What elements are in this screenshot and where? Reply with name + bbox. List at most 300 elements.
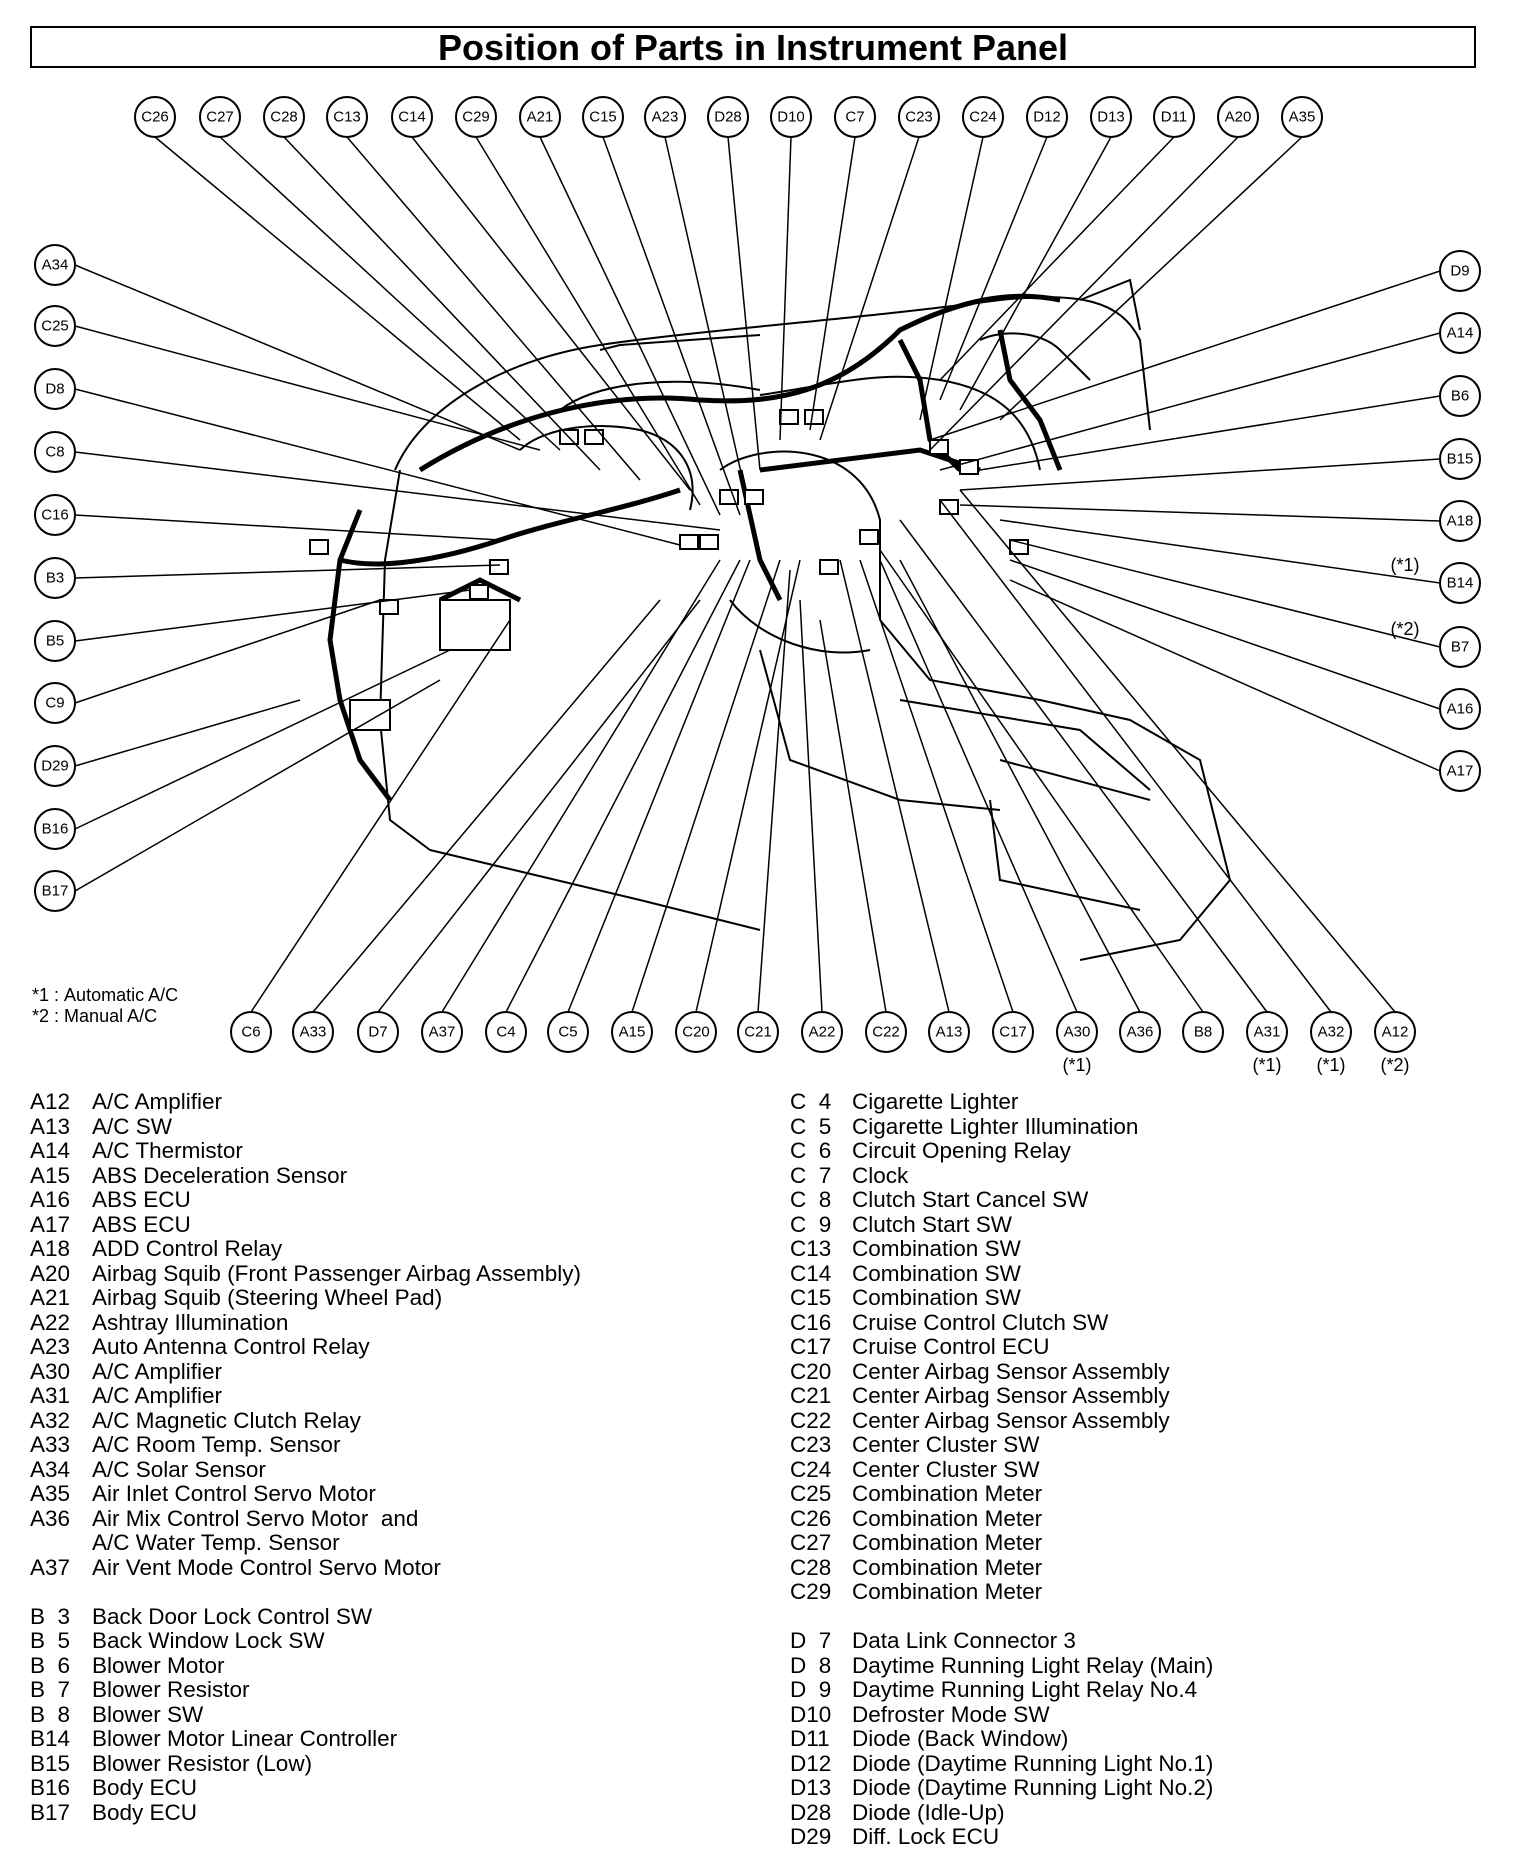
- callout-b8: [1183, 1012, 1223, 1052]
- legend-item: [30, 1164, 581, 1189]
- callout-label: D29: [41, 757, 69, 775]
- callout-label: A12: [1381, 1023, 1409, 1041]
- legend-code: A33: [30, 1432, 71, 1457]
- legend-code: B 6: [30, 1652, 71, 1678]
- asterisk-tag-a30: (*1): [1062, 1055, 1092, 1075]
- callout-label: B7: [1450, 638, 1470, 656]
- legend-name: Blower Resistor: [92, 1677, 250, 1702]
- legend-item: [790, 1556, 1213, 1581]
- callout-label: A35: [1288, 108, 1316, 126]
- callout-label: A14: [1446, 324, 1474, 342]
- legend-name: Blower Motor: [92, 1652, 225, 1678]
- legend-item: [30, 1531, 581, 1556]
- callout-a20: [1218, 97, 1258, 137]
- callout-c7: [835, 97, 875, 137]
- legend-code: C27: [790, 1530, 832, 1555]
- callout-d28: [708, 97, 748, 137]
- callout-label: C7: [845, 108, 865, 126]
- page-title: Position of Parts in Instrument Panel: [30, 26, 1476, 68]
- callout-label: C6: [241, 1023, 261, 1041]
- leader-line: [476, 137, 700, 505]
- callout-label: B5: [45, 632, 65, 650]
- legend-code: C25: [790, 1481, 832, 1506]
- legend-code: C23: [790, 1432, 832, 1457]
- legend-name: Combination Meter: [852, 1505, 1043, 1531]
- legend-code: A15: [30, 1162, 71, 1188]
- legend-name: A/C Amplifier: [92, 1383, 223, 1408]
- legend-item: [790, 1139, 1213, 1164]
- legend-code: C 8: [790, 1187, 832, 1212]
- callout-label: C27: [206, 108, 234, 126]
- callout-label: A34: [41, 256, 69, 274]
- callout-c28: [264, 97, 304, 137]
- legend-code: C29: [790, 1579, 832, 1604]
- legend-code: A20: [30, 1260, 71, 1286]
- callout-c17: [993, 1012, 1033, 1052]
- leader-line: [506, 560, 740, 1012]
- legend-name: Diode (Daytime Running Light No.1): [852, 1750, 1214, 1776]
- callout-c5: [548, 1012, 588, 1052]
- legend-code: A37: [30, 1554, 71, 1580]
- callout-label: C29: [462, 108, 490, 126]
- callout-label: A18: [1446, 512, 1474, 530]
- legend-item: [790, 1801, 1213, 1826]
- callout-bubbles: [35, 97, 1480, 1052]
- legend-item: [790, 1262, 1213, 1287]
- callout-a33: [293, 1012, 333, 1052]
- callout-label: C23: [905, 108, 933, 126]
- leader-line: [313, 600, 660, 1012]
- callout-d11: [1154, 97, 1194, 137]
- legend-item: [790, 1580, 1213, 1605]
- callout-label: C13: [333, 108, 361, 126]
- legend-item: [790, 1164, 1213, 1189]
- legend-name: A/C SW: [92, 1113, 173, 1139]
- leader-line: [880, 560, 1077, 1012]
- callout-c22: [866, 1012, 906, 1052]
- legend-code: B 8: [30, 1701, 71, 1727]
- callout-label: B3: [45, 569, 65, 587]
- callout-label: C4: [496, 1023, 516, 1041]
- leader-line: [728, 137, 760, 470]
- callout-c21: [738, 1012, 778, 1052]
- legend-name: Blower Resistor (Low): [92, 1750, 313, 1776]
- legend-code: A23: [30, 1334, 71, 1359]
- legend-code: C26: [790, 1505, 832, 1531]
- legend-item: [790, 1752, 1213, 1777]
- leader-line: [920, 137, 983, 420]
- callout-a31: [1247, 1012, 1287, 1052]
- leader-line: [820, 137, 919, 440]
- callout-d12: [1027, 97, 1067, 137]
- leader-lines: [75, 137, 1440, 1012]
- legend-item: [790, 1335, 1213, 1360]
- callout-d7: [358, 1012, 398, 1052]
- legend-code: B16: [30, 1775, 71, 1800]
- callout-label: C9: [45, 694, 65, 712]
- legend-name: Center Cluster SW: [852, 1456, 1040, 1482]
- asterisk-tag-a12: (*2): [1380, 1055, 1410, 1075]
- legend-item: [790, 1213, 1213, 1238]
- leader-line: [810, 137, 855, 430]
- legend-item: [30, 1605, 581, 1630]
- leader-line: [412, 137, 690, 490]
- leader-line: [1000, 520, 1440, 583]
- callout-a32: [1311, 1012, 1351, 1052]
- callout-c13: [327, 97, 367, 137]
- callout-label: B16: [41, 820, 69, 838]
- legend-code: D10: [790, 1701, 832, 1727]
- callout-c16: [35, 495, 75, 535]
- callout-label: C16: [41, 506, 69, 524]
- legend-name: Airbag Squib (Front Passenger Airbag Assembly): [92, 1260, 581, 1286]
- legend-code: D11: [790, 1726, 830, 1751]
- footnote: *2 : Manual A/C: [32, 1006, 158, 1026]
- legend-code: D 7: [790, 1628, 832, 1653]
- leader-line: [75, 326, 540, 450]
- callout-a37: [422, 1012, 462, 1052]
- legend-name: Air Mix Control Servo Motor and: [92, 1505, 419, 1531]
- callout-label: C21: [744, 1023, 772, 1041]
- leader-line: [75, 700, 300, 766]
- callout-label: C25: [41, 317, 69, 335]
- legend-code: B 3: [30, 1603, 71, 1629]
- callout-b17: [35, 871, 75, 911]
- legend-name: Body ECU: [92, 1799, 198, 1825]
- legend-code: C15: [790, 1285, 832, 1310]
- callout-c6: [231, 1012, 271, 1052]
- legend-item: [30, 1139, 581, 1164]
- legend-code: C20: [790, 1358, 832, 1384]
- legend-item: [790, 1703, 1213, 1728]
- legend-item: [30, 1409, 581, 1434]
- legend-item: [30, 1213, 581, 1238]
- callout-a21: [520, 97, 560, 137]
- legend-item: [790, 1727, 1213, 1752]
- legend-name: Cigarette Lighter Illumination: [852, 1113, 1139, 1139]
- legend-gap: [790, 1605, 1213, 1630]
- legend-code: C 9: [790, 1211, 832, 1237]
- callout-label: B17: [41, 882, 69, 900]
- callout-c26: [135, 97, 175, 137]
- leader-line: [1010, 560, 1440, 709]
- legend-code: A12: [30, 1089, 71, 1114]
- callout-label: B6: [1450, 387, 1470, 405]
- legend-code: A18: [30, 1236, 71, 1261]
- legend-code: B 5: [30, 1628, 71, 1653]
- leader-line: [155, 137, 520, 440]
- callout-label: A22: [808, 1023, 836, 1041]
- legend-code: A35: [30, 1481, 71, 1506]
- legend-name: Back Window Lock SW: [92, 1628, 325, 1653]
- legend-name: A/C Amplifier: [92, 1358, 223, 1384]
- leader-line: [75, 650, 450, 829]
- legend-code: A30: [30, 1358, 71, 1384]
- callout-c4: [486, 1012, 526, 1052]
- leader-line: [632, 560, 780, 1012]
- callout-a13: [929, 1012, 969, 1052]
- legend-name: A/C Water Temp. Sensor: [92, 1530, 340, 1555]
- leader-line: [75, 389, 680, 545]
- leader-line: [960, 137, 1111, 410]
- callout-label: A31: [1253, 1023, 1281, 1041]
- callout-label: D28: [714, 108, 742, 126]
- legend-name: Center Airbag Sensor Assembly: [852, 1358, 1170, 1384]
- leader-line: [960, 490, 1395, 1012]
- legend-item: [790, 1188, 1213, 1213]
- legend-code: A22: [30, 1309, 71, 1335]
- callout-a22: [802, 1012, 842, 1052]
- legend-item: [30, 1752, 581, 1777]
- asterisk-tag-b7: (*2): [1390, 619, 1420, 639]
- legend-left-column: [30, 1090, 581, 1825]
- callout-c29: [456, 97, 496, 137]
- legend-code: C21: [790, 1383, 832, 1408]
- legend-code: C13: [790, 1236, 832, 1261]
- legend-code: D 9: [790, 1677, 832, 1702]
- connector-marks: [310, 410, 1028, 730]
- legend-code: C 5: [790, 1113, 832, 1139]
- leader-line: [1000, 137, 1302, 420]
- legend-code: D28: [790, 1799, 832, 1825]
- leader-line: [940, 500, 1331, 1012]
- leader-line: [980, 396, 1440, 470]
- legend-name: Data Link Connector 3: [852, 1628, 1076, 1653]
- callout-a14: [1440, 313, 1480, 353]
- legend-item: [30, 1311, 581, 1336]
- legend-item: [790, 1776, 1213, 1801]
- callout-label: C15: [589, 108, 617, 126]
- asterisk-tags: [1062, 555, 1419, 1075]
- callout-c27: [200, 97, 240, 137]
- callout-a30: [1057, 1012, 1097, 1052]
- legend-item: [790, 1458, 1213, 1483]
- leader-line: [960, 505, 1440, 521]
- legend-item: [790, 1384, 1213, 1409]
- legend-name: Blower SW: [92, 1701, 204, 1727]
- legend-code: B15: [30, 1750, 71, 1776]
- callout-d10: [771, 97, 811, 137]
- leader-line: [930, 137, 1238, 450]
- callout-a34: [35, 245, 75, 285]
- callout-b5: [35, 621, 75, 661]
- legend-name: Center Airbag Sensor Assembly: [852, 1383, 1170, 1408]
- legend-item: [790, 1433, 1213, 1458]
- legend-item: [30, 1727, 581, 1752]
- legend-item: [30, 1433, 581, 1458]
- legend-name: ABS Deceleration Sensor: [92, 1162, 348, 1188]
- legend-name: Diode (Back Window): [852, 1726, 1069, 1751]
- leader-line: [347, 137, 640, 480]
- legend-name: Clutch Start SW: [852, 1211, 1013, 1237]
- legend-item: [30, 1654, 581, 1679]
- leader-line: [820, 620, 886, 1012]
- legend-item: [790, 1507, 1213, 1532]
- callout-c20: [676, 1012, 716, 1052]
- callout-a23: [645, 97, 685, 137]
- legend-item: [30, 1237, 581, 1262]
- legend-name: ADD Control Relay: [92, 1236, 283, 1261]
- leader-line: [75, 565, 500, 578]
- legend-name: Cigarette Lighter: [852, 1089, 1019, 1114]
- leader-line: [284, 137, 600, 470]
- callout-c15: [583, 97, 623, 137]
- legend-code: A14: [30, 1138, 71, 1163]
- legend-code: A31: [30, 1383, 71, 1408]
- leader-line: [696, 560, 800, 1012]
- callout-c9: [35, 683, 75, 723]
- callout-label: A13: [935, 1023, 963, 1041]
- legend-code: B14: [30, 1726, 71, 1751]
- legend-item: [30, 1629, 581, 1654]
- legend-item: [30, 1678, 581, 1703]
- asterisk-tag-a32: (*1): [1316, 1055, 1346, 1075]
- legend-code: C14: [790, 1260, 832, 1286]
- callout-label: C24: [969, 108, 997, 126]
- callout-label: C20: [682, 1023, 710, 1041]
- legend-item: [790, 1629, 1213, 1654]
- legend-name: Auto Antenna Control Relay: [92, 1334, 370, 1359]
- callout-b14: [1440, 563, 1480, 603]
- callout-label: D12: [1033, 108, 1061, 126]
- legend-name: A/C Solar Sensor: [92, 1456, 266, 1482]
- legend-item: [790, 1654, 1213, 1679]
- leader-line: [840, 560, 949, 1012]
- legend-name: Airbag Squib (Steering Wheel Pad): [92, 1285, 443, 1310]
- legend-code: C 7: [790, 1162, 832, 1188]
- callout-label: D13: [1097, 108, 1125, 126]
- legend-code: A17: [30, 1211, 71, 1237]
- legend-name: Center Airbag Sensor Assembly: [852, 1407, 1170, 1433]
- legend-name: ABS ECU: [92, 1187, 191, 1212]
- callout-label: D7: [368, 1023, 388, 1041]
- leader-line: [540, 137, 720, 515]
- legend-code: D 8: [790, 1652, 832, 1678]
- callout-c14: [392, 97, 432, 137]
- callout-a18: [1440, 501, 1480, 541]
- callout-label: A37: [428, 1023, 456, 1041]
- legend-name: Clutch Start Cancel SW: [852, 1187, 1089, 1212]
- leader-line: [220, 137, 560, 450]
- callout-b16: [35, 809, 75, 849]
- legend-name: ABS ECU: [92, 1211, 191, 1237]
- callout-label: A15: [618, 1023, 646, 1041]
- callout-a12: [1375, 1012, 1415, 1052]
- legend-name: Blower Motor Linear Controller: [92, 1726, 398, 1751]
- legend-item: [30, 1384, 581, 1409]
- legend-code: A13: [30, 1113, 71, 1139]
- callout-label: D8: [45, 380, 65, 398]
- legend-item: [30, 1115, 581, 1140]
- callout-label: A33: [299, 1023, 327, 1041]
- legend-item: [790, 1090, 1213, 1115]
- legend-name: Combination SW: [852, 1236, 1021, 1261]
- legend-code: D12: [790, 1750, 832, 1776]
- legend-name: Daytime Running Light Relay (Main): [852, 1652, 1214, 1678]
- legend-item: [790, 1482, 1213, 1507]
- callout-b6: [1440, 376, 1480, 416]
- callout-c24: [963, 97, 1003, 137]
- callout-label: A17: [1446, 762, 1474, 780]
- leader-line: [940, 137, 1047, 400]
- legend-code: C28: [790, 1554, 832, 1580]
- legend-name: Ashtray Illumination: [92, 1309, 289, 1335]
- footnote: *1 : Automatic A/C: [32, 985, 179, 1005]
- legend-code: D29: [790, 1824, 832, 1849]
- asterisk-tag-a31: (*1): [1252, 1055, 1282, 1075]
- leader-line: [75, 515, 500, 540]
- callout-d8: [35, 369, 75, 409]
- callout-d9: [1440, 251, 1480, 291]
- legend-name: Cruise Control Clutch SW: [852, 1309, 1109, 1335]
- legend-code: C 4: [790, 1089, 832, 1114]
- legend-name: Defroster Mode SW: [852, 1701, 1050, 1727]
- legend-item: [790, 1678, 1213, 1703]
- legend-code: B17: [30, 1799, 71, 1825]
- legend-item: [790, 1115, 1213, 1140]
- legend-name: Combination Meter: [852, 1481, 1043, 1506]
- callout-c23: [899, 97, 939, 137]
- legend-code: A34: [30, 1456, 71, 1482]
- legend-code: A21: [30, 1285, 71, 1310]
- callout-a16: [1440, 689, 1480, 729]
- legend-name: Diff. Lock ECU: [852, 1824, 1000, 1849]
- legend-code: C24: [790, 1456, 832, 1482]
- legend-name: Combination Meter: [852, 1530, 1043, 1555]
- callout-label: C28: [270, 108, 298, 126]
- callout-label: D11: [1160, 108, 1188, 126]
- callout-a35: [1282, 97, 1322, 137]
- legend-item: [790, 1237, 1213, 1262]
- callout-a15: [612, 1012, 652, 1052]
- legend-code: B 7: [30, 1677, 71, 1702]
- legend-name: A/C Magnetic Clutch Relay: [92, 1407, 361, 1433]
- callout-label: C26: [141, 108, 169, 126]
- legend-item: [30, 1090, 581, 1115]
- legend-item: [30, 1801, 581, 1826]
- legend-item: [790, 1409, 1213, 1434]
- callout-label: A36: [1126, 1023, 1154, 1041]
- legend-item: [30, 1703, 581, 1728]
- callout-label: A23: [651, 108, 679, 126]
- callout-label: A21: [526, 108, 554, 126]
- callout-label: D10: [777, 108, 805, 126]
- legend-code: A36: [30, 1505, 71, 1531]
- leader-line: [800, 600, 822, 1012]
- legend-item: [790, 1360, 1213, 1385]
- leader-line: [75, 680, 440, 891]
- legend-name: Diode (Idle-Up): [852, 1799, 1005, 1825]
- legend-name: Combination Meter: [852, 1579, 1043, 1604]
- callout-label: B14: [1446, 574, 1474, 592]
- callout-b7: [1440, 627, 1480, 667]
- leader-line: [960, 459, 1440, 490]
- legend-code: A32: [30, 1407, 71, 1433]
- callout-label: D9: [1450, 262, 1470, 280]
- callout-label: C17: [999, 1023, 1027, 1041]
- callout-label: C8: [45, 443, 65, 461]
- footnotes: [32, 985, 178, 1027]
- legend-name: Combination SW: [852, 1260, 1021, 1286]
- legend-item: [790, 1311, 1213, 1336]
- leader-line: [900, 520, 1267, 1012]
- leader-line: [568, 560, 750, 1012]
- legend-item: [30, 1458, 581, 1483]
- callout-label: A32: [1317, 1023, 1345, 1041]
- callout-a36: [1120, 1012, 1160, 1052]
- legend-name: Daytime Running Light Relay No.4: [852, 1677, 1198, 1702]
- legend-code: D13: [790, 1775, 832, 1800]
